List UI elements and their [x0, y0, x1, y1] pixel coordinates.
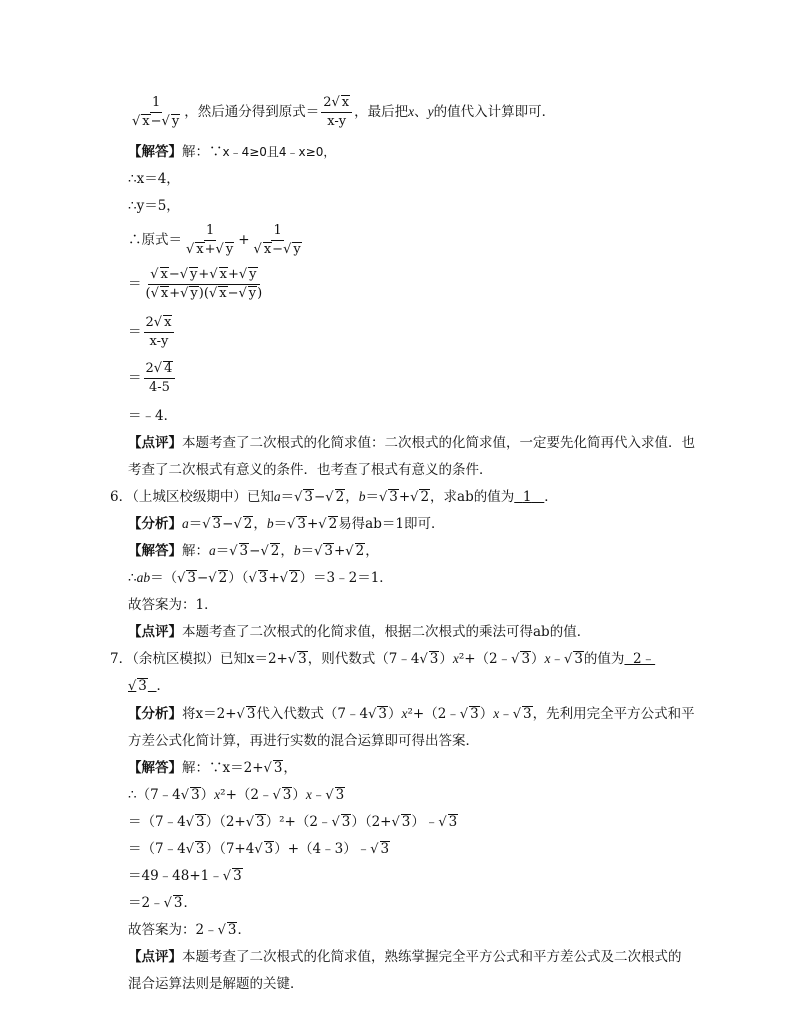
solution-line: 【解答】解：∵x﹣4≥0且4﹣x≥0， — [128, 144, 336, 160]
solution-line: ＝49﹣48+1﹣√ 3 — [128, 868, 242, 884]
comment-line: 【点评】本题考查了二次根式的化简求值：二次根式的化简求值，一定要先化简再代入求值．也 — [128, 435, 695, 451]
question-6: 6．（上城区校级期中）已知a＝√ 3−√ 2，b＝√ 3+√ 2，求ab的值为 1 ． — [110, 489, 558, 505]
solution-line: ∴（7﹣4√ 3）x²+（2﹣√ 3）x﹣√ 3 — [128, 787, 345, 803]
solution-line: ∴ab＝（√ 3−√ 2）（√ 3+√ 2）＝3﹣2＝1． — [128, 570, 393, 586]
comment-line: 【点评】本题考查了二次根式的化简求值，熟练掌握完全平方公式和平方差公式及二次根式的 — [128, 949, 682, 965]
question-7-cont: √ 3 ． — [128, 678, 170, 694]
analysis-continuation: $\frac{1}{√ x-√ y}$ ，然后通分得到原式＝ $\frac{2√ x}{x-y}$ ，最后把x、y的值代入计算即可． — [132, 95, 556, 129]
solution-line: ∴原式＝ $\frac{1}{√ x+√ y}$ + $\frac{1}{√ x-√ y}$ — [128, 223, 301, 257]
fraction: $\frac{1}{√ x-√ y}$ — [132, 95, 180, 129]
analysis-line: 【分析】将x＝2+√ 3代入代数式（7﹣4√ 3）x²+（2﹣√ 3）x﹣√ 3，先利用完全平方公式和平 — [128, 706, 695, 722]
comment-line: 【点评】本题考查了二次根式的化简求值，根据二次根式的乘法可得ab的值． — [128, 624, 591, 640]
solution-line: ∴x＝4， — [128, 171, 180, 187]
solution-line: ＝﹣4． — [128, 408, 178, 424]
solution-line: ＝ $\frac{√ x-√ y+√ x+√ y}{(√ x+√ y)(√ x-√ y)}$ — [128, 267, 263, 301]
comment-line: 混合运算法则是解题的关键． — [128, 976, 304, 992]
question-7: 7．（余杭区模拟）已知x＝2+√ 3，则代数式（7﹣4√ 3）x²+（2﹣√ 3）x﹣√ 3的值为 2﹣ — [110, 651, 656, 667]
solution-line: ＝（7﹣4√ 3）（7+4√ 3）+（4﹣3）﹣√ 3 — [128, 841, 390, 857]
solution-line: 【解答】解：∵x＝2+√ 3， — [128, 760, 297, 776]
answer-line: 故答案为：2﹣√ 3． — [128, 922, 251, 938]
analysis-line: 方差公式化简计算，再进行实数的混合运算即可得出答案． — [128, 733, 479, 749]
solution-line: 【解答】解：a＝√ 3−√ 2，b＝√ 3+√ 2， — [128, 543, 379, 559]
solution-line: ＝（7﹣4√ 3）（2+√ 3）²+（2﹣√ 3）（2+√ 3）﹣√ 3 — [128, 814, 458, 830]
solution-line: ＝ $\frac{2√ 4}{4-5}$ — [128, 360, 177, 397]
solution-line: ∴y＝5， — [128, 198, 180, 214]
analysis-line: 【分析】a＝√ 3−√ 2，b＝√ 3+√ 2易得ab＝1即可． — [128, 516, 445, 532]
solution-line: ＝ $\frac{2√ x}{x-y}$ — [128, 314, 176, 351]
solution-line: ＝2﹣√ 3． — [128, 895, 197, 911]
answer-line: 故答案为：1． — [128, 597, 218, 613]
comment-line: 考查了二次根式有意义的条件．也考查了根式有意义的条件． — [128, 462, 493, 478]
fraction: $\frac{2√ x}{x-y}$ — [321, 94, 352, 131]
